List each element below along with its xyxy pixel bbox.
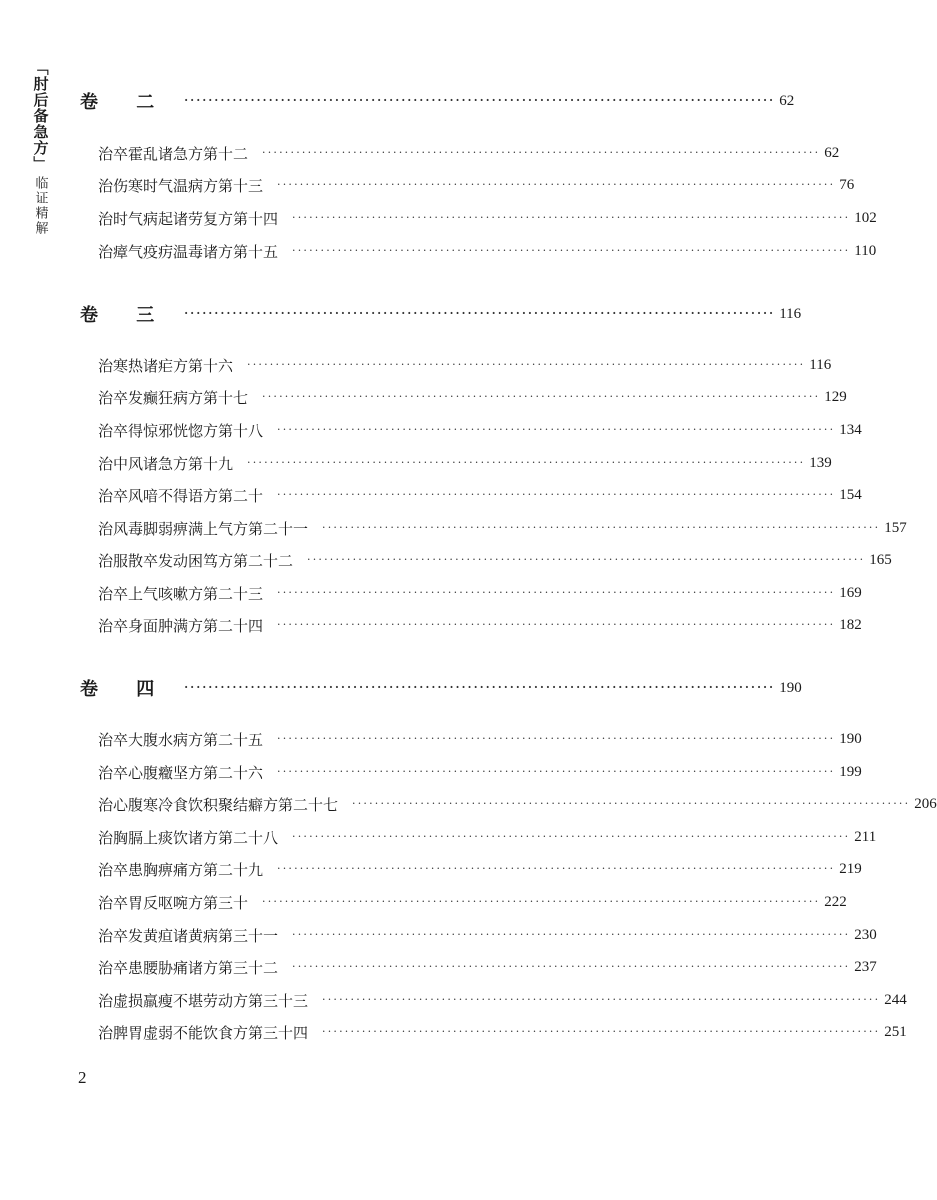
page-number: 244 <box>884 991 907 1008</box>
dot-leader: ·································································································· <box>322 520 881 534</box>
toc-entry[interactable] <box>98 581 862 605</box>
toc-volume-heading[interactable] <box>80 675 802 701</box>
entry-title: 治卒风喑不得语方第二十 <box>98 486 264 505</box>
page-number: 199 <box>839 763 862 780</box>
page-number: 134 <box>839 421 862 438</box>
toc-entry[interactable] <box>98 792 937 816</box>
page-number: 76 <box>839 176 855 193</box>
toc-entry[interactable] <box>98 141 840 165</box>
toc-entry[interactable] <box>98 385 847 409</box>
dot-leader: ·································································································· <box>184 306 776 320</box>
entry-title: 治卒患腰胁痛诸方第三十二 <box>98 958 279 977</box>
entry-title: 治卒发癫狂病方第十七 <box>98 388 249 407</box>
entry-title: 治卒霍乱诸急方第十二 <box>98 144 249 163</box>
entry-title: 治服散卒发动困笃方第二十二 <box>98 551 294 570</box>
page-number: 230 <box>854 926 877 943</box>
entry-title: 治胸膈上痰饮诸方第二十八 <box>98 828 279 847</box>
dot-leader: ·································································································· <box>277 422 836 436</box>
dot-leader: ·································································································· <box>292 829 851 843</box>
dot-leader: ·································································································· <box>277 585 836 599</box>
toc-entry[interactable] <box>98 890 847 914</box>
entry-title: 治卒大腹水病方第二十五 <box>98 730 264 749</box>
dot-leader: ·································································································· <box>262 145 821 159</box>
page-number: 190 <box>779 679 802 696</box>
volume-title: 卷 四 <box>80 679 171 700</box>
toc-entry[interactable] <box>98 760 862 784</box>
toc-entry[interactable] <box>98 206 877 230</box>
toc-entry[interactable] <box>98 613 862 637</box>
entry-title: 治脾胃虚弱不能饮食方第三十四 <box>98 1023 309 1042</box>
page-number: 190 <box>839 730 862 747</box>
toc-entry[interactable] <box>98 955 877 979</box>
toc-entry[interactable] <box>98 483 862 507</box>
entry-title: 治伤寒时气温病方第十三 <box>98 176 264 195</box>
toc-entry[interactable] <box>98 353 832 377</box>
toc-entry[interactable] <box>98 516 907 540</box>
dot-leader: ·································································································· <box>262 894 821 908</box>
dot-leader: ·································································································· <box>352 796 911 810</box>
dot-leader: ·································································································· <box>277 487 836 501</box>
dot-leader: ·································································································· <box>322 1024 881 1038</box>
page-number: 165 <box>869 551 892 568</box>
entry-title: 治卒胃反呕啘方第三十 <box>98 893 249 912</box>
entry-title: 治卒发黄疸诸黄病第三十一 <box>98 926 279 945</box>
folio-page-number: 2 <box>78 1068 87 1087</box>
entry-title: 治心腹寒冷食饮积聚结癖方第二十七 <box>98 795 339 814</box>
entry-title: 治时气病起诸劳复方第十四 <box>98 209 279 228</box>
page-number: 139 <box>809 454 832 471</box>
dot-leader: ·································································································· <box>292 210 851 224</box>
entry-title: 治卒上气咳嗽方第二十三 <box>98 584 264 603</box>
page-number: 251 <box>884 1023 907 1040</box>
toc-volume-heading[interactable] <box>80 301 802 327</box>
toc-entry[interactable] <box>98 173 855 197</box>
dot-leader: ·································································································· <box>292 243 851 257</box>
toc-entry[interactable] <box>98 418 862 442</box>
dot-leader: ·································································································· <box>277 177 836 191</box>
toc-entry[interactable] <box>98 548 892 572</box>
entry-title: 治卒身面肿满方第二十四 <box>98 616 264 635</box>
dot-leader: ·································································································· <box>292 959 851 973</box>
volume-title: 卷 二 <box>80 92 171 113</box>
entry-title: 治卒患胸痹痛方第二十九 <box>98 860 264 879</box>
entry-title: 治寒热诸疟方第十六 <box>98 356 234 375</box>
page-number: 157 <box>884 519 907 536</box>
dot-leader: ·································································································· <box>322 992 881 1006</box>
page-number: 206 <box>914 795 937 812</box>
dot-leader: ·································································································· <box>277 731 836 745</box>
toc-entry[interactable] <box>98 825 877 849</box>
toc-entry[interactable] <box>98 727 862 751</box>
entry-title: 治虚损羸瘦不堪劳动方第三十三 <box>98 991 309 1010</box>
page-number: 62 <box>779 92 795 109</box>
dot-leader: ·································································································· <box>277 617 836 631</box>
toc-entry[interactable] <box>98 988 907 1012</box>
dot-leader: ·································································································· <box>277 861 836 875</box>
page-number: 102 <box>854 209 877 226</box>
entry-title: 治风毒脚弱痹满上气方第二十一 <box>98 519 309 538</box>
toc-entry[interactable] <box>98 1020 907 1044</box>
dot-leader: ·································································································· <box>292 927 851 941</box>
page-number: 116 <box>809 356 832 373</box>
dot-leader: ·································································································· <box>277 764 836 778</box>
entry-title: 治卒得惊邪恍惚方第十八 <box>98 421 264 440</box>
page-number: 154 <box>839 486 862 503</box>
entry-title: 治卒心腹癥坚方第二十六 <box>98 763 264 782</box>
dot-leader: ·································································································· <box>184 93 776 107</box>
page-number: 182 <box>839 616 862 633</box>
volume-title: 卷 三 <box>80 305 171 326</box>
page-number: 62 <box>824 144 840 161</box>
toc-volume-heading[interactable] <box>80 88 795 114</box>
toc-entry[interactable] <box>98 923 877 947</box>
page-number: 211 <box>854 828 877 845</box>
entry-title: 治中风诸急方第十九 <box>98 454 234 473</box>
page-number: 110 <box>854 242 877 259</box>
dot-leader: ·································································································· <box>247 455 806 469</box>
toc-entry[interactable] <box>98 857 862 881</box>
page-number: 116 <box>779 305 802 322</box>
page-number: 237 <box>854 958 877 975</box>
running-title-subtitle: 临证精解 <box>32 176 48 236</box>
page-number: 169 <box>839 584 862 601</box>
running-title-book: 「肘后备急方」 <box>31 60 50 172</box>
dot-leader: ·································································································· <box>262 389 821 403</box>
dot-leader: ·································································································· <box>247 357 806 371</box>
dot-leader: ·································································································· <box>307 552 866 566</box>
page-number: 222 <box>824 893 847 910</box>
dot-leader: ·································································································· <box>184 680 776 694</box>
entry-title: 治瘴气疫疠温毒诸方第十五 <box>98 242 279 261</box>
toc-entry[interactable] <box>98 239 877 263</box>
toc-entry[interactable] <box>98 451 832 475</box>
page-number: 129 <box>824 388 847 405</box>
running-title <box>29 60 51 236</box>
page-number: 219 <box>839 860 862 877</box>
